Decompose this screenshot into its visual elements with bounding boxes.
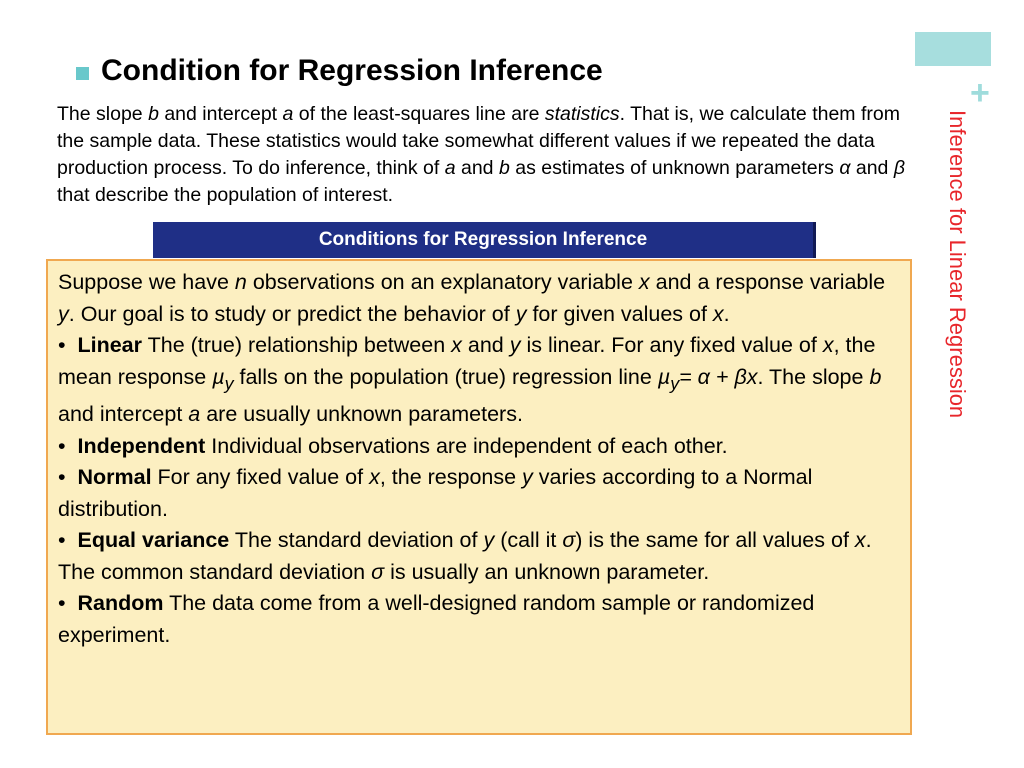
- square-bullet-icon: [76, 67, 89, 80]
- card-intro: Suppose we have n observations on an explanatory variable x and a response variable y. Our goal is to study or predict the behavior of y for given values of x.: [58, 270, 886, 326]
- condition-linear: • Linear The (true) relationship between x and y is linear. For any fixed value of x, the mean response µ$_y$ falls on the population (true) regression line µ$_y$= α + βx. The slope b and intercept a are usually unknown parameters.: [58, 333, 882, 427]
- plus-icon: +: [970, 74, 990, 112]
- slide-title-text: Condition for Regression Inference: [101, 54, 603, 87]
- condition-normal: • Normal For any fixed value of x, the response y varies according to a Normal distribution.: [58, 465, 813, 521]
- accent-box: [915, 32, 991, 66]
- conditions-banner: Conditions for Regression Inference: [153, 222, 816, 258]
- condition-independent: • Independent Individual observations are independent of each other.: [58, 433, 728, 458]
- condition-equal-variance: • Equal variance The standard deviation of y (call it σ) is the same for all values of x. The common standard deviation σ is usually an unknown parameter.: [58, 528, 872, 584]
- side-title: Inference for Linear Regression: [945, 110, 970, 419]
- conditions-card: [46, 259, 912, 735]
- intro-paragraph: The slope b and intercept a of the least-squares line are statistics. That is, we calculate them from the sample data. These statistics would take somewhat different values if we repeated the data production process. To do inference, think of a and b as estimates of unknown parameters α and β that describe the population of interest.: [57, 103, 905, 206]
- slide-title: [76, 54, 603, 88]
- condition-random: • Random The data come from a well-designed random sample or randomized experiment.: [58, 591, 815, 647]
